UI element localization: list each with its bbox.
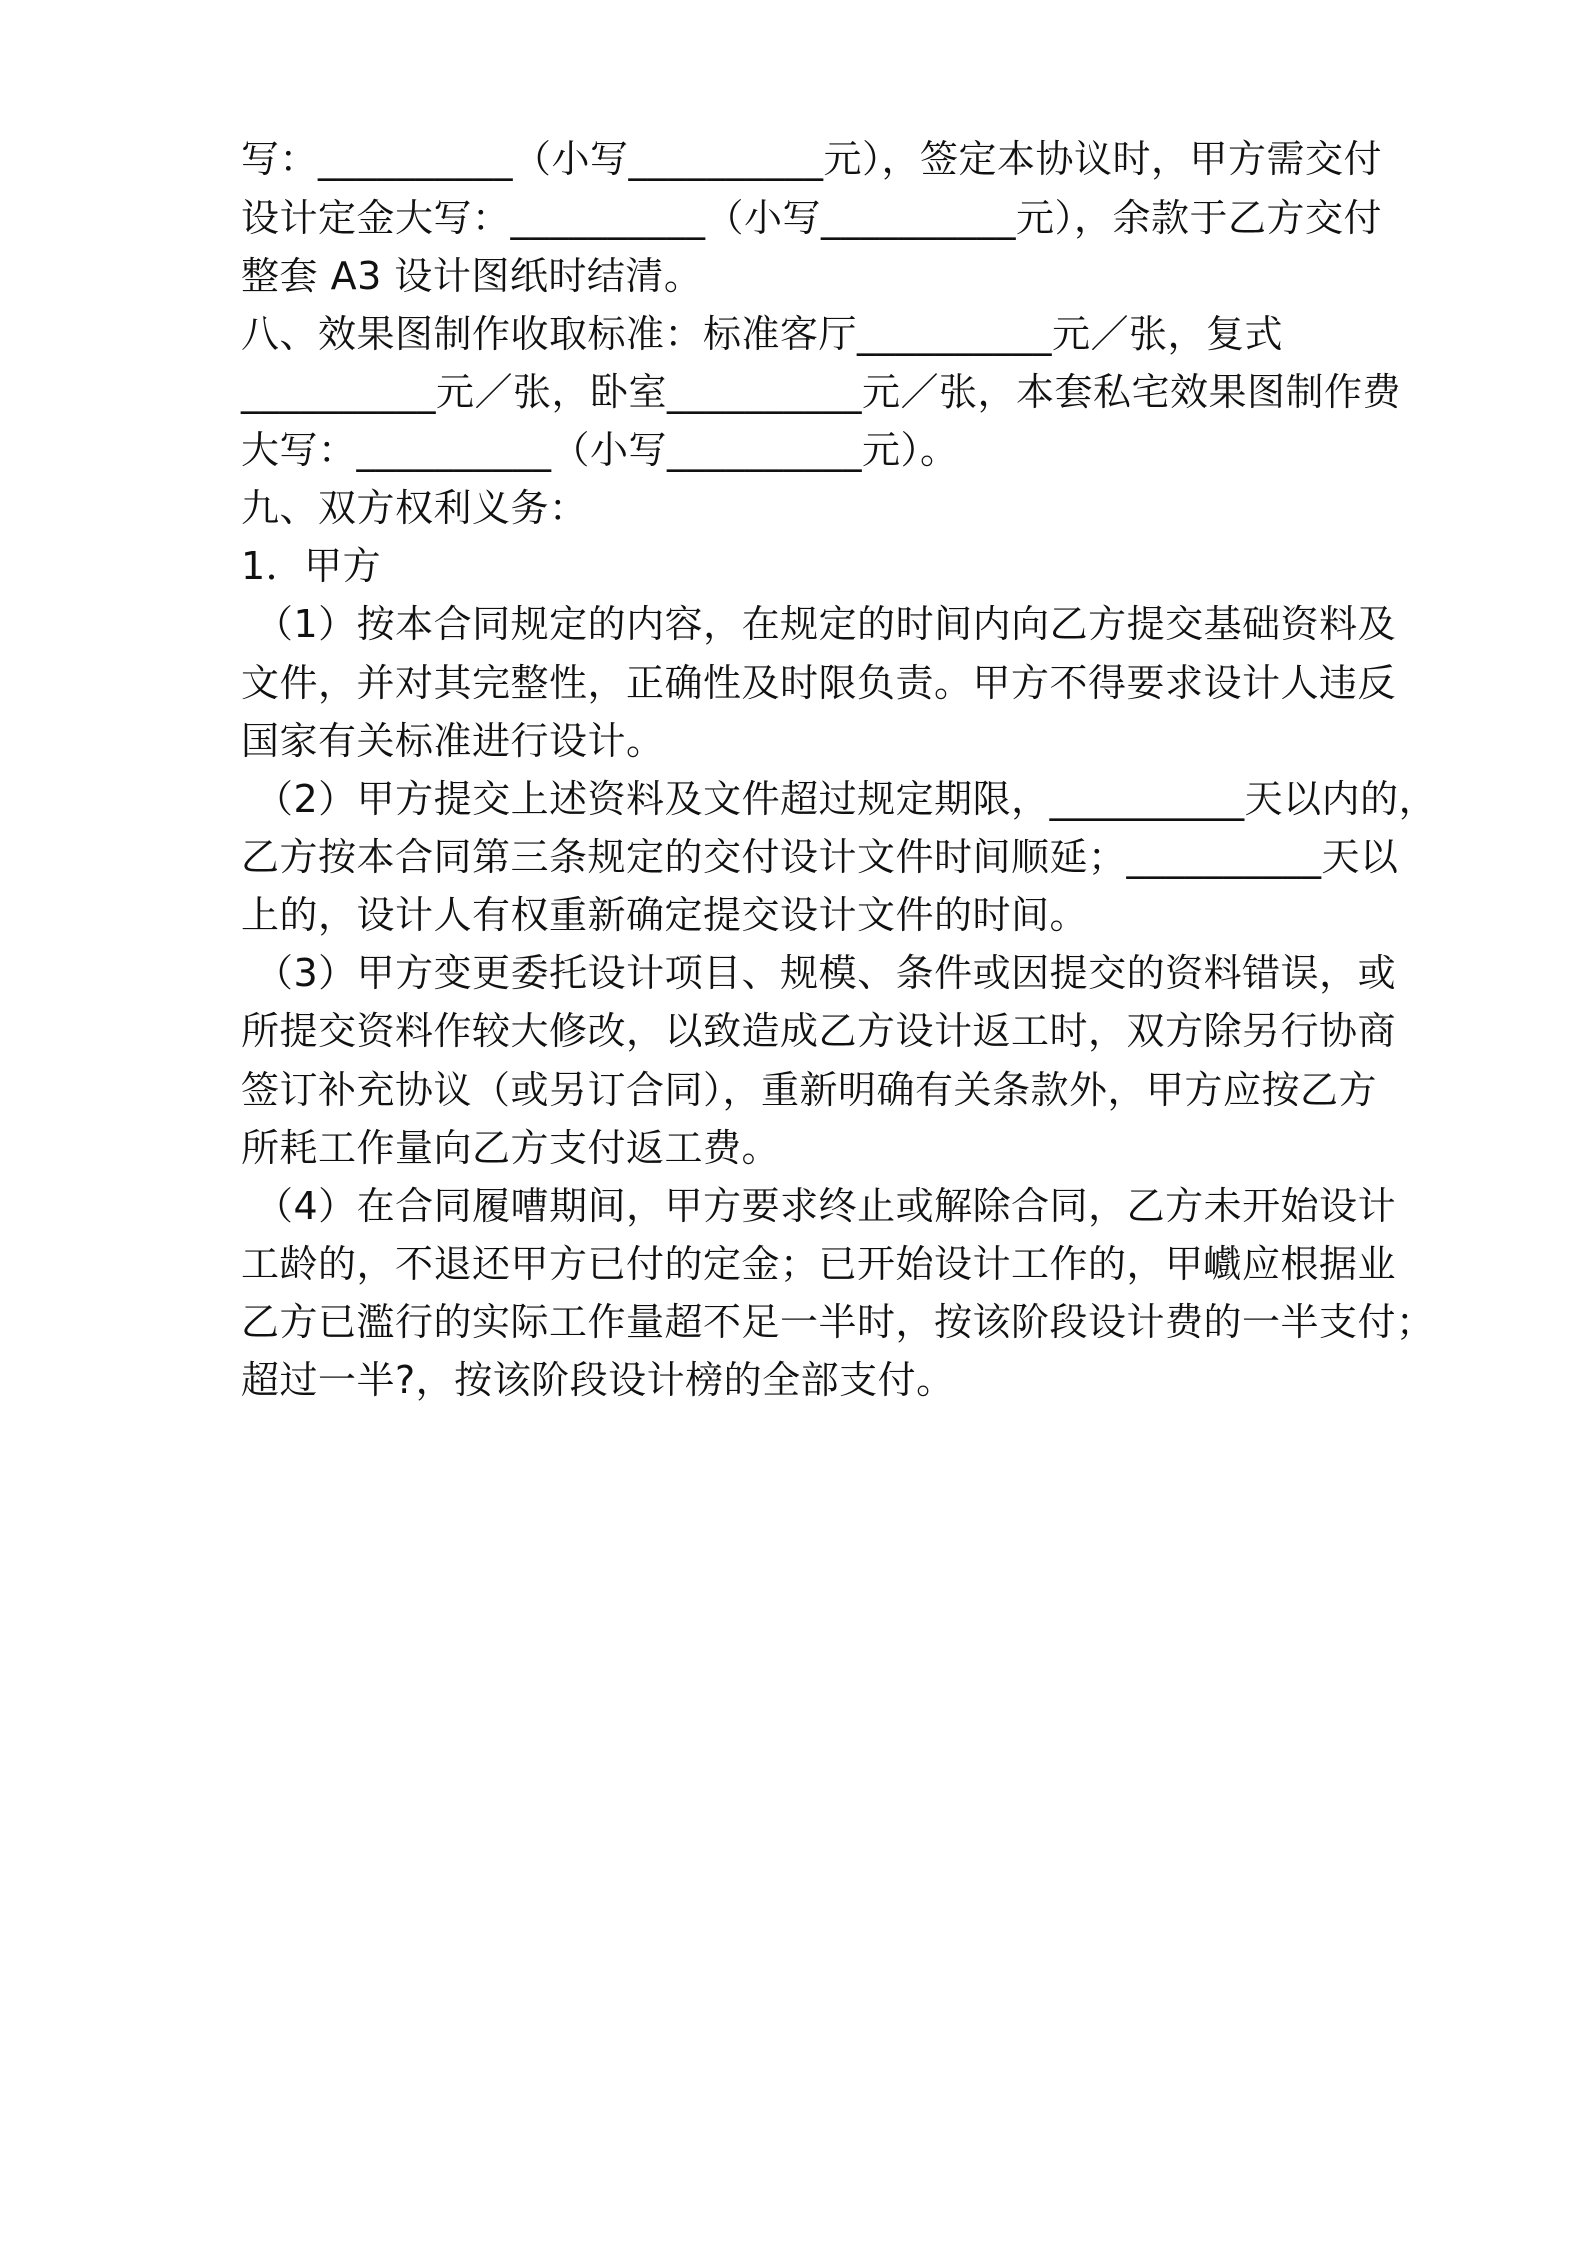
- text-line-13: 乙方按本合同第三条规定的交付设计文件时间顺延；__________天以: [241, 835, 1399, 879]
- text-line-6: 大写：__________（小写__________元）。: [241, 428, 959, 472]
- text-line-18: 所耗工作量向乙方支付返工费。: [241, 1126, 781, 1170]
- text-line-9: （1）按本合同规定的内容，在规定的时间内向乙方提交基础资料及: [255, 602, 1397, 646]
- text-line-22: 超过一半?，按该阶段设计榜的全部支付。: [241, 1358, 955, 1402]
- section-heading-nine: 九、双方权利义务：: [241, 486, 588, 530]
- text-line-17: 签订补充协议（或另订合同），重新明确有关条款外，甲方应按乙方: [241, 1068, 1378, 1112]
- text-line-15: （3）甲方变更委托设计项目、规模、条件或因提交的资料错误，或: [255, 951, 1397, 995]
- subsection-heading-party-a: 1．甲方: [241, 544, 382, 588]
- text-line-3: 整套 A3 设计图纸时结清。: [241, 254, 703, 298]
- text-line-12: （2）甲方提交上述资料及文件超过规定期限，__________天以内的，: [255, 777, 1438, 821]
- text-line-16: 所提交资料作较大修改，以致造成乙方设计返工时，双方除另行协商: [241, 1009, 1397, 1053]
- text-line-11: 国家有关标准进行设计。: [241, 719, 665, 763]
- text-line-5: __________元／张，卧室__________元／张，本套私宅效果图制作费: [241, 370, 1402, 414]
- text-line-10: 文件，并对其完整性，正确性及时限负责。甲方不得要求设计人违反: [241, 661, 1397, 705]
- text-line-21: 乙方已濫行的实际工作量超不足一半时，按该阶段设计费的一半支付；: [241, 1300, 1435, 1344]
- text-line-1: 写：__________（小写__________元），签定本协议时，甲方需交付: [241, 137, 1383, 181]
- text-line-19: （4）在合同履嘈期间，甲方要求终止或解除合同，乙方未开始设计: [255, 1184, 1397, 1228]
- text-line-14: 上的，设计人有权重新确定提交设计文件的时间。: [241, 893, 1089, 937]
- text-line-2: 设计定金大写：__________（小写__________元），余款于乙方交付: [241, 196, 1383, 240]
- text-line-20: 工龄的，不退还甲方已付的定金；已开始设计工作的，甲巇应根据业: [241, 1242, 1397, 1286]
- text-line-4: 八、效果图制作收取标准：标准客厅__________元／张，复式: [241, 312, 1284, 356]
